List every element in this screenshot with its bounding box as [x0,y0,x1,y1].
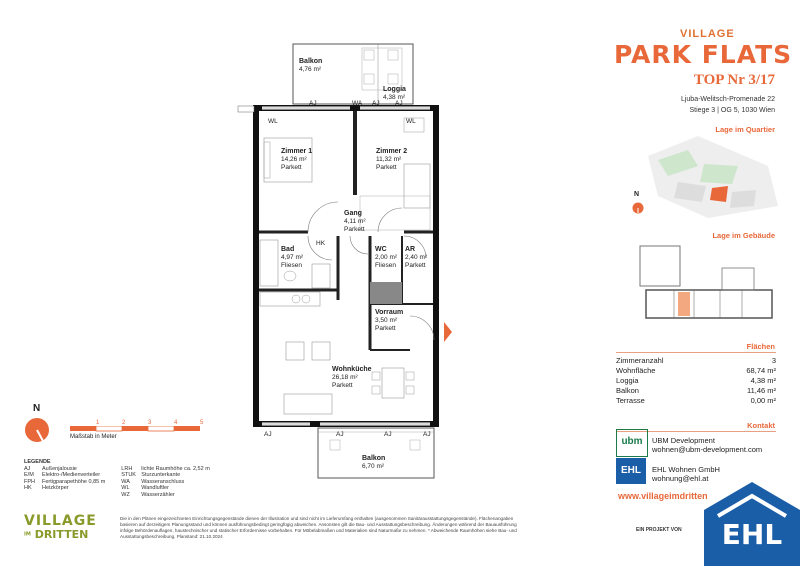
mark-wa: WA [352,100,363,107]
area-row [616,356,776,365]
legend-key: HK [24,485,32,491]
address-line1: Ljuba-Welitsch-Promenade 22 [680,96,775,103]
section-gebaeude: Lage im Gebäude [712,231,775,240]
mark-aj-2: AJ [372,100,380,107]
contact-ehl [652,465,720,483]
scale-label: Maßstab in Meter [70,434,117,440]
section-flaechen: Flächen [746,342,775,351]
legend-value: Außenjalousie [42,465,77,472]
room-wohnkueche: Wohnküche 26,18 m² Parkett [332,366,372,389]
brand-park-flats: PARK FLATS [614,40,793,69]
area-value: 4,38 m² [750,376,776,385]
ehl-logo-text: EHL [721,518,783,551]
ubm-logo: ubm [616,429,648,457]
legend-value: Wasseranschluss [141,478,185,485]
mark-wl-2: WL [406,118,416,125]
scale-tick-5: 5 [200,420,204,426]
room-loggia: Loggia 4,38 m² [383,86,406,101]
projekt-von: EIN PROJEKT VON [636,527,682,533]
contact-ubm [652,436,762,454]
area-label: Wohnfläche [616,366,656,375]
legend-key: WL [121,485,130,491]
contact-name: EHL Wohnen GmbH [652,465,720,474]
area-label: Zimmeranzahl [616,356,664,365]
area-label: Balkon [616,386,639,395]
gebaeude-plan [634,242,778,324]
legend-key: LRH [121,465,133,472]
area-value: 3 [771,356,776,365]
room-vorraum: Vorraum 3,50 m² Parkett [375,309,404,332]
north-label: N [33,403,41,414]
area-row [616,366,776,375]
room-zimmer-1: Zimmer 1 14,26 m² Parkett [281,148,313,171]
area-row [616,396,776,405]
contact-name: UBM Development [652,436,715,445]
disclaimer: Die in den Plänen eingezeichneten Einrichtungsgegenstände dienen der Illustration und sind nicht im Lieferumfang enthalten (ausgenommen Sanitärausstattungsgegenstände). Flächenangaben basieren auf derzeitigem Planungsstand und können ausführungsbedingt geringfügig abweichen. Ansonsten gilt die Bau- und Ausstattungsbeschreibung. Änderungen während der Bauausführung infolge Behördenauflagen, haustechnischer und statischer Erfordernisse vorbehalten. Für Möbelabmaßen und Materialien sind Naturmaße zu nehmen. * Abweichende Raumhöhen siehe Bau- und Ausstattungsbeschreibung. Planstand: 21.10.2024 [120,516,517,539]
village-logo [24,514,97,542]
legend-key: WA [121,478,130,485]
quartier-map [628,136,778,218]
legend-key: STUK [121,472,136,478]
legend-value: Fertigparapethöhe 0,85 m [42,478,106,485]
mark-aj-6: AJ [384,431,392,438]
village-logo-line1: VILLAGE [24,513,97,529]
legend-key: AJ [24,465,31,472]
area-value: 11,46 m² [746,386,776,395]
mark-aj-5: AJ [336,431,344,438]
legend-value: Wasserzähler [141,491,175,498]
legend-value: Wandluftler [141,485,169,491]
section-kontakt: Kontakt [747,421,775,430]
ehl-small-logo: EHL [616,458,646,484]
area-row [616,376,776,385]
legend [24,459,210,498]
brand-village: VILLAGE [680,28,735,40]
legend-title: LEGENDE [24,459,51,465]
legend-value: Elektro-/Medienverteiler [42,472,101,478]
mark-aj-1: AJ [309,100,317,107]
quartier-north-label: N [634,191,640,198]
website-link[interactable]: www.villageimdritten [618,491,708,501]
mark-hk: HK [316,240,326,247]
mark-aj-4: AJ [264,431,272,438]
legend-value: Heizkörper [42,485,69,491]
area-row [616,386,776,395]
legend-left [24,466,105,499]
section-quartier: Lage im Quartier [715,125,775,134]
top-number: TOP Nr 3/17 [693,72,775,88]
north-arrow-icon [24,417,50,443]
mark-aj-3: AJ [395,100,403,107]
room-ar: AR 2,40 m² Parkett [405,246,428,269]
room-bad: Bad 4,97 m² Fliesen [281,246,304,269]
legend-key: FPH [24,478,35,485]
room-zimmer-2: Zimmer 2 11,32 m² Parkett [376,148,408,171]
mark-aj-7: AJ [423,431,431,438]
room-gang: Gang 4,11 m² Parkett [344,210,366,233]
village-logo-line2: DRITTEN [34,528,89,541]
room-balkon-top: Balkon 4,76 m² [299,58,323,73]
mark-wl-1: WL [268,118,278,125]
flaechen-divider [616,352,776,353]
scale-tick-4: 4 [174,420,178,426]
scale-tick-2: 2 [122,420,126,426]
legend-key: WZ [121,491,130,498]
scale-tick-3: 3 [148,420,152,426]
area-label: Loggia [616,376,639,385]
contact-email[interactable]: wohnen@ubm-development.com [652,445,763,454]
room-balkon-bottom: Balkon 6,70 m² [362,455,386,470]
legend-value: lichte Raumhöhe ca. 2,52 m [141,465,210,472]
area-label: Terrasse [616,396,645,405]
legend-right [121,466,209,499]
contact-email[interactable]: wohnung@ehl.at [652,474,709,483]
legend-key: E/M [24,472,34,478]
area-value: 0,00 m² [750,396,776,405]
quartier-north-icon [632,202,644,214]
address-line2: Stiege 3 | OG 5, 1030 Wien [689,107,775,114]
room-wc: WC 2,00 m² Fliesen [375,246,398,269]
scale-tick-1: 1 [96,420,100,426]
village-logo-im: IM [24,531,31,538]
scale-ruler [70,426,220,432]
legend-value: Sturzunterkante [141,472,181,478]
area-value: 68,74 m² [746,366,776,375]
